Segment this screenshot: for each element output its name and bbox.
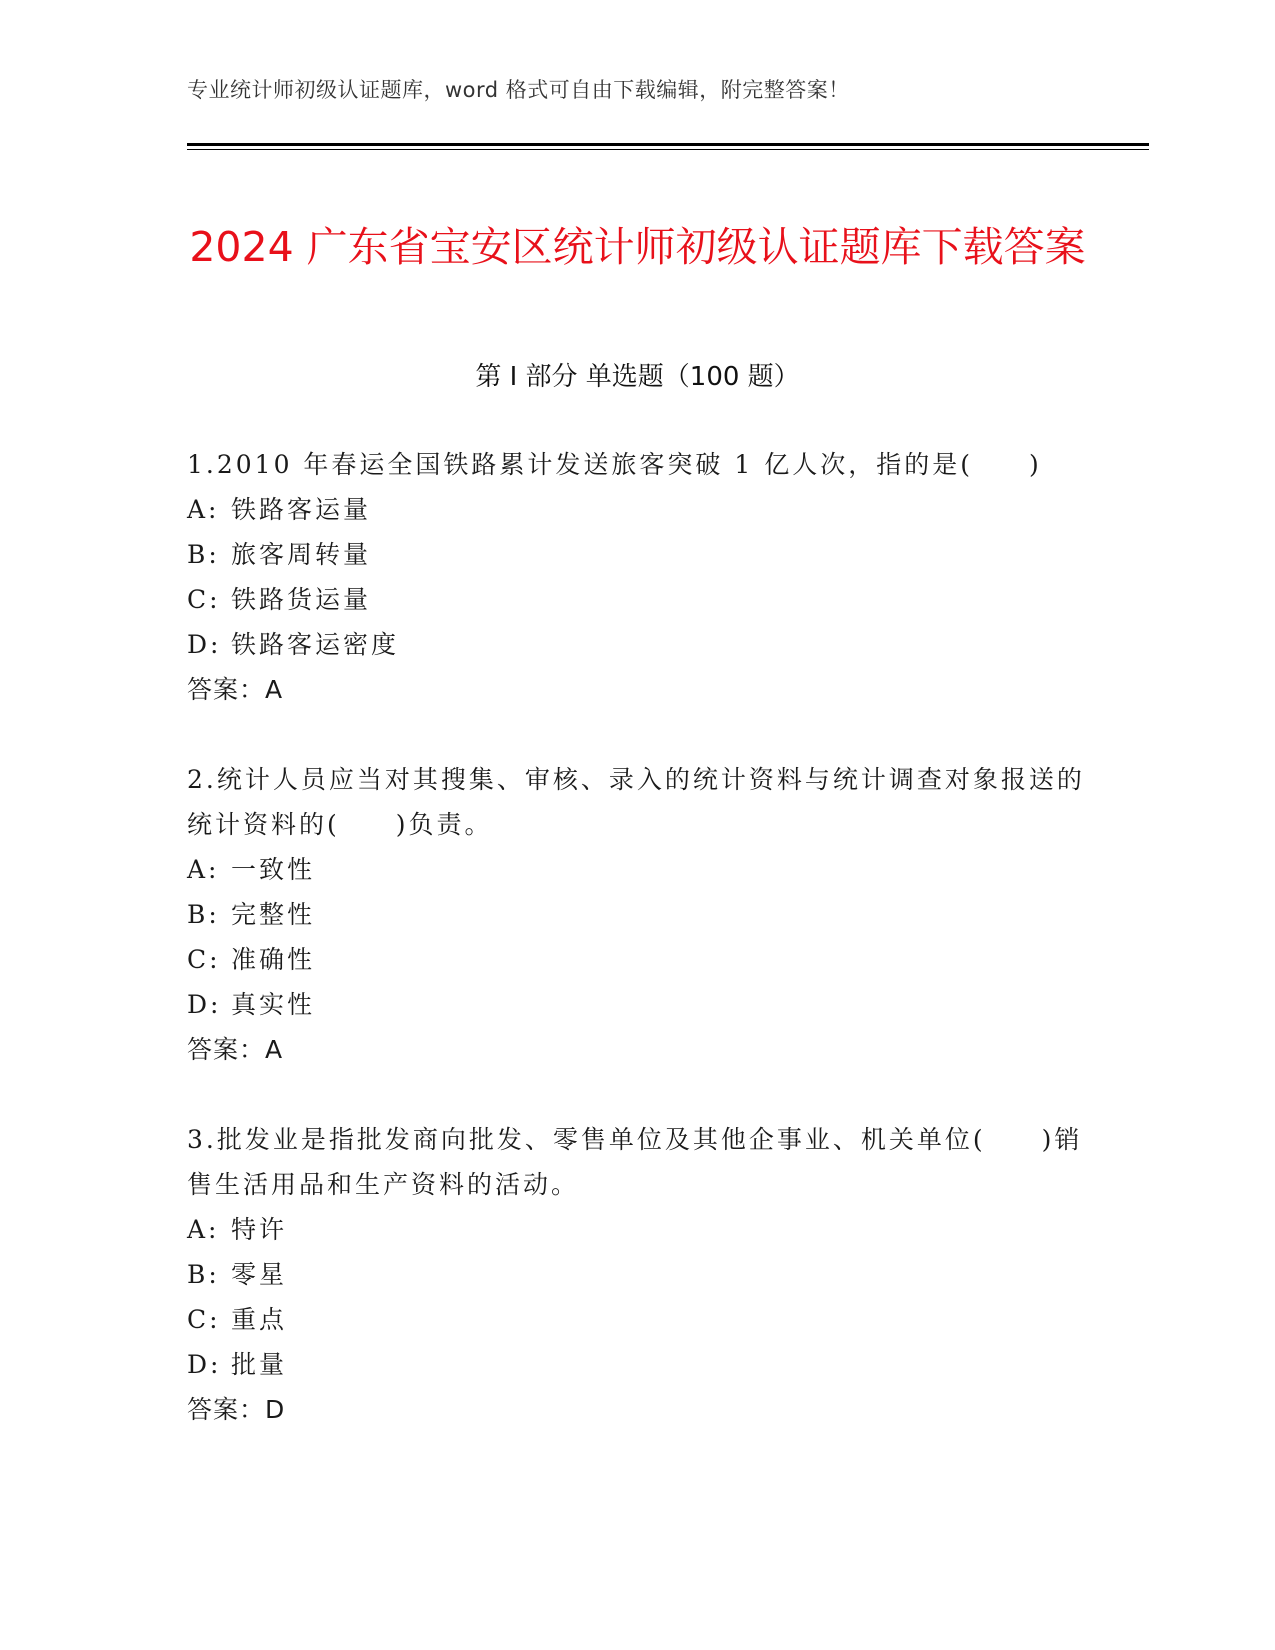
option-d (187, 1342, 1087, 1387)
answer-line: 答案：A (187, 675, 284, 704)
option-b (187, 1252, 1087, 1297)
header-rule-thin (187, 149, 1149, 150)
option-a (187, 487, 1087, 532)
option-letter: C: (187, 1305, 221, 1334)
option-letter: A: (187, 1215, 220, 1244)
option-letter: C: (187, 585, 221, 614)
option-text: 旅客周转量 (231, 540, 372, 569)
option-text: 铁路客运密度 (231, 630, 400, 659)
option-b (187, 892, 1087, 937)
option-text: 完整性 (231, 900, 316, 929)
question-1 (187, 442, 1087, 712)
document-title: 2024 广东省宝安区统计师初级认证题库下载答案 (189, 223, 1086, 272)
header-note: 专业统计师初级认证题库，word 格式可自由下载编辑，附完整答案！ (187, 78, 850, 102)
question-list (187, 442, 1087, 1477)
option-text: 铁路货运量 (231, 585, 372, 614)
option-letter: B: (187, 900, 220, 929)
option-b (187, 532, 1087, 577)
option-a (187, 847, 1087, 892)
option-c (187, 937, 1087, 982)
option-letter: C: (187, 945, 221, 974)
option-letter: B: (187, 1260, 220, 1289)
question-3 (187, 1117, 1087, 1432)
section-title: 第 I 部分 单选题（100 题） (475, 362, 800, 392)
question-2 (187, 757, 1087, 1072)
option-text: 批量 (231, 1350, 288, 1379)
option-letter: A: (187, 495, 220, 524)
question-stem: 1.2010 年春运全国铁路累计发送旅客突破 1 亿人次，指的是( ) (187, 450, 1042, 479)
option-text: 特许 (231, 1215, 288, 1244)
question-stem: 2.统计人员应当对其搜集、审核、录入的统计资料与统计调查对象报送的统计资料的( )负责。 (187, 765, 1085, 839)
answer-line: 答案：D (187, 1395, 286, 1424)
option-letter: D: (187, 630, 222, 659)
option-letter: D: (187, 1350, 222, 1379)
option-letter: B: (187, 540, 220, 569)
option-d (187, 622, 1087, 667)
option-c (187, 1297, 1087, 1342)
option-text: 真实性 (231, 990, 316, 1019)
option-letter: A: (187, 855, 220, 884)
option-c (187, 577, 1087, 622)
option-text: 重点 (231, 1305, 288, 1334)
option-a (187, 1207, 1087, 1252)
option-letter: D: (187, 990, 222, 1019)
header-rule-thick (187, 143, 1149, 146)
option-text: 零星 (231, 1260, 288, 1289)
option-text: 一致性 (231, 855, 316, 884)
option-d (187, 982, 1087, 1027)
option-text: 准确性 (231, 945, 316, 974)
option-text: 铁路客运量 (231, 495, 372, 524)
question-stem: 3.批发业是指批发商向批发、零售单位及其他企事业、机关单位( )销售生活用品和生产资料的活动。 (187, 1125, 1083, 1199)
answer-line: 答案：A (187, 1035, 284, 1064)
